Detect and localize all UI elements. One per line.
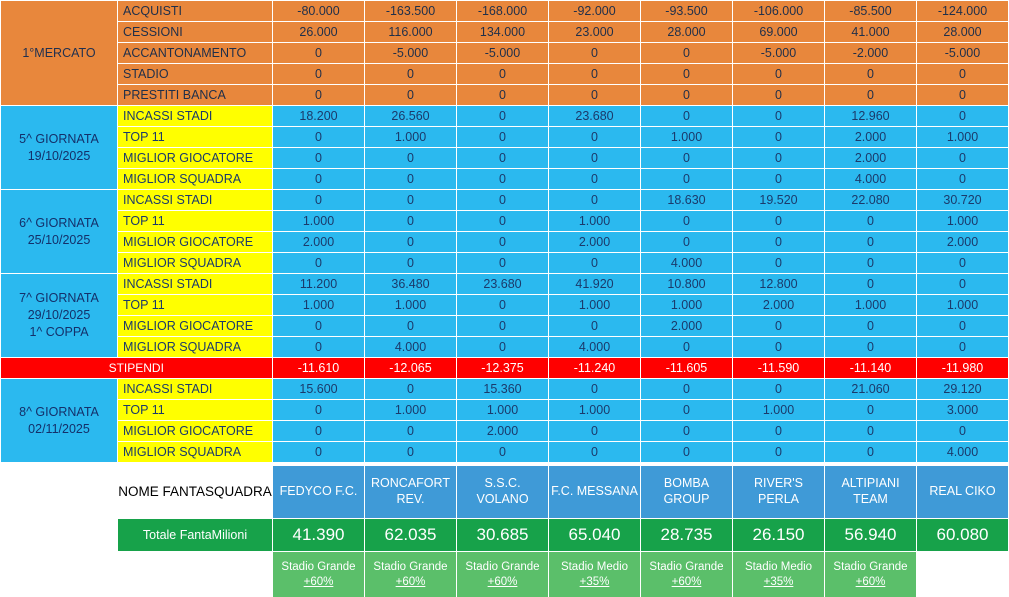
cell-value: 0 bbox=[917, 106, 1009, 127]
cell-value: 26.560 bbox=[365, 106, 457, 127]
table-row bbox=[1, 295, 1009, 316]
row-label-miglior-squadra: MIGLIOR SQUADRA bbox=[118, 337, 273, 358]
cell-value: 0 bbox=[549, 379, 641, 400]
table-row bbox=[1, 379, 1009, 400]
cell-value: 0 bbox=[273, 64, 365, 85]
table-row bbox=[1, 211, 1009, 232]
section-label-mercato: 1°MERCATO bbox=[1, 1, 118, 106]
stadium-name: Stadio Medio bbox=[560, 561, 629, 574]
row-label-prestiti-banca: PRESTITI BANCA bbox=[118, 85, 273, 106]
section-label-giornata-5 bbox=[1, 106, 118, 190]
cell-value: -168.000 bbox=[457, 1, 549, 22]
table-row bbox=[1, 316, 1009, 337]
cell-value: 0 bbox=[457, 442, 549, 463]
stadium-cell bbox=[457, 552, 549, 597]
cell-value: 0 bbox=[549, 316, 641, 337]
cell-value: 0 bbox=[549, 190, 641, 211]
cell-value: 0 bbox=[641, 421, 733, 442]
stadium-cell bbox=[365, 552, 457, 597]
cell-value: 0 bbox=[641, 85, 733, 106]
stadium-bonus: +60% bbox=[303, 576, 334, 588]
row-label-miglior-giocatore: MIGLIOR GIOCATORE bbox=[118, 232, 273, 253]
cell-value: 0 bbox=[365, 190, 457, 211]
cell-value: 0 bbox=[641, 169, 733, 190]
cell-value: 0 bbox=[733, 442, 825, 463]
cell-value: 0 bbox=[641, 400, 733, 421]
cell-value: 4.000 bbox=[917, 442, 1009, 463]
cell-value: 1.000 bbox=[917, 211, 1009, 232]
cell-value: 0 bbox=[641, 106, 733, 127]
cell-value: 0 bbox=[549, 43, 641, 64]
cell-value: -11.610 bbox=[273, 358, 365, 379]
cell-value: 1.000 bbox=[641, 127, 733, 148]
cell-value: 0 bbox=[549, 253, 641, 274]
cell-value: -5.000 bbox=[733, 43, 825, 64]
section-label-line3: 1^ COPPA bbox=[29, 324, 89, 339]
cell-value: 0 bbox=[917, 64, 1009, 85]
cell-value: 0 bbox=[917, 85, 1009, 106]
cell-value: 23.680 bbox=[457, 274, 549, 295]
section-label-line2: 29/10/2025 bbox=[27, 308, 91, 323]
cell-value: 0 bbox=[733, 64, 825, 85]
cell-value: -5.000 bbox=[917, 43, 1009, 64]
cell-value: 0 bbox=[365, 211, 457, 232]
cell-value: 0 bbox=[733, 337, 825, 358]
cell-value: 4.000 bbox=[549, 337, 641, 358]
cell-value: 0 bbox=[825, 400, 917, 421]
cell-value: 1.000 bbox=[365, 127, 457, 148]
summary-header-label bbox=[118, 466, 273, 519]
stadium-name: Stadio Grande bbox=[373, 561, 448, 574]
cell-value: -11.140 bbox=[825, 358, 917, 379]
table-row bbox=[1, 127, 1009, 148]
cell-value: 116.000 bbox=[365, 22, 457, 43]
cell-value: 0 bbox=[641, 148, 733, 169]
cell-value: 0 bbox=[365, 253, 457, 274]
cell-value: 0 bbox=[917, 169, 1009, 190]
cell-value: 0 bbox=[641, 442, 733, 463]
cell-value: 0 bbox=[457, 295, 549, 316]
cell-value: 0 bbox=[733, 211, 825, 232]
cell-value: 2.000 bbox=[273, 232, 365, 253]
summary-total-row bbox=[118, 519, 1009, 552]
cell-value: 0 bbox=[917, 148, 1009, 169]
table-row bbox=[1, 148, 1009, 169]
cell-value: -11.980 bbox=[917, 358, 1009, 379]
cell-value: 1.000 bbox=[917, 127, 1009, 148]
section-label-line2: 19/10/2025 bbox=[27, 148, 91, 163]
cell-value: 0 bbox=[733, 379, 825, 400]
cell-value: 0 bbox=[457, 190, 549, 211]
cell-value: 0 bbox=[273, 169, 365, 190]
cell-value: 0 bbox=[733, 232, 825, 253]
cell-value: 0 bbox=[457, 232, 549, 253]
row-label-miglior-squadra: MIGLIOR SQUADRA bbox=[118, 169, 273, 190]
row-label-cessioni: CESSIONI bbox=[118, 22, 273, 43]
cell-value: 0 bbox=[641, 43, 733, 64]
table-row bbox=[1, 22, 1009, 43]
total-value: 62.035 bbox=[365, 519, 457, 552]
cell-value: 30.720 bbox=[917, 190, 1009, 211]
cell-value: 0 bbox=[549, 421, 641, 442]
cell-value: 0 bbox=[825, 337, 917, 358]
cell-value: 1.000 bbox=[273, 211, 365, 232]
cell-value: 11.200 bbox=[273, 274, 365, 295]
cell-value: 0 bbox=[549, 64, 641, 85]
table-row bbox=[1, 421, 1009, 442]
table-row bbox=[1, 232, 1009, 253]
cell-value: 0 bbox=[917, 253, 1009, 274]
cell-value: 0 bbox=[641, 64, 733, 85]
cell-value: -106.000 bbox=[733, 1, 825, 22]
row-label-top11: TOP 11 bbox=[118, 400, 273, 421]
cell-value: 26.000 bbox=[273, 22, 365, 43]
cell-value: 19.520 bbox=[733, 190, 825, 211]
cell-value: 0 bbox=[825, 274, 917, 295]
cell-value: 4.000 bbox=[825, 169, 917, 190]
cell-value: -12.375 bbox=[457, 358, 549, 379]
cell-value: 12.800 bbox=[733, 274, 825, 295]
row-label-top11: TOP 11 bbox=[118, 211, 273, 232]
table-row bbox=[1, 85, 1009, 106]
table-row bbox=[1, 169, 1009, 190]
cell-value: 0 bbox=[549, 148, 641, 169]
cell-value: 2.000 bbox=[917, 232, 1009, 253]
table-row bbox=[1, 442, 1009, 463]
cell-value: 23.680 bbox=[549, 106, 641, 127]
cell-value: 1.000 bbox=[917, 295, 1009, 316]
team-header: FEDYCO F.C. bbox=[273, 466, 365, 519]
cell-value: 41.000 bbox=[825, 22, 917, 43]
cell-value: 0 bbox=[549, 85, 641, 106]
cell-value: 12.960 bbox=[825, 106, 917, 127]
cell-value: 0 bbox=[549, 442, 641, 463]
cell-value: 10.800 bbox=[641, 274, 733, 295]
table-row bbox=[1, 43, 1009, 64]
stadium-bonus: +35% bbox=[763, 576, 794, 588]
table-row bbox=[1, 1, 1009, 22]
cell-value: 69.000 bbox=[733, 22, 825, 43]
cell-value: 2.000 bbox=[825, 148, 917, 169]
total-value: 26.150 bbox=[733, 519, 825, 552]
cell-value: 15.360 bbox=[457, 379, 549, 400]
cell-value: 2.000 bbox=[549, 232, 641, 253]
cell-value: 0 bbox=[825, 232, 917, 253]
cell-value: 0 bbox=[365, 442, 457, 463]
cell-value: 0 bbox=[273, 127, 365, 148]
cell-value: 1.000 bbox=[549, 295, 641, 316]
cell-value: 41.920 bbox=[549, 274, 641, 295]
cell-value: -163.500 bbox=[365, 1, 457, 22]
row-label-acquisti: ACQUISTI bbox=[118, 1, 273, 22]
cell-value: 0 bbox=[273, 316, 365, 337]
cell-value: 0 bbox=[825, 442, 917, 463]
cell-value: 28.000 bbox=[917, 22, 1009, 43]
summary-table bbox=[117, 465, 1009, 597]
stadium-name: Stadio Grande bbox=[465, 561, 540, 574]
cell-value: 0 bbox=[365, 148, 457, 169]
cell-value: 23.000 bbox=[549, 22, 641, 43]
section-label-line1: 7^ GIORNATA bbox=[19, 291, 99, 306]
row-label-incassi-stadi: INCASSI STADI bbox=[118, 106, 273, 127]
cell-value: 1.000 bbox=[549, 211, 641, 232]
cell-value: 0 bbox=[273, 85, 365, 106]
empty-cell bbox=[118, 552, 273, 597]
stadium-name-wrap bbox=[825, 560, 916, 590]
cell-value: 0 bbox=[273, 442, 365, 463]
cell-value: 0 bbox=[733, 106, 825, 127]
section-label-line1: 8^ GIORNATA bbox=[19, 404, 99, 419]
row-label-miglior-giocatore: MIGLIOR GIOCATORE bbox=[118, 421, 273, 442]
cell-value: 0 bbox=[825, 316, 917, 337]
cell-value: 0 bbox=[733, 253, 825, 274]
cell-value: -93.500 bbox=[641, 1, 733, 22]
cell-value: 0 bbox=[457, 253, 549, 274]
cell-value: 0 bbox=[273, 190, 365, 211]
table-row bbox=[1, 106, 1009, 127]
cell-value: -11.605 bbox=[641, 358, 733, 379]
cell-value: -85.500 bbox=[825, 1, 917, 22]
cell-value: 0 bbox=[365, 169, 457, 190]
cell-value: 0 bbox=[733, 148, 825, 169]
stadium-bonus: +60% bbox=[855, 576, 886, 588]
cell-value: -2.000 bbox=[825, 43, 917, 64]
cell-value: 0 bbox=[457, 106, 549, 127]
cell-value: 4.000 bbox=[365, 337, 457, 358]
team-header: S.S.C. VOLANO bbox=[457, 466, 549, 519]
cell-value: 0 bbox=[825, 85, 917, 106]
row-label-miglior-giocatore: MIGLIOR GIOCATORE bbox=[118, 316, 273, 337]
total-value: 56.940 bbox=[825, 519, 917, 552]
cell-value: 0 bbox=[457, 148, 549, 169]
cell-value: -124.000 bbox=[917, 1, 1009, 22]
stadium-name: Stadio Grande bbox=[833, 561, 908, 574]
total-value: 28.735 bbox=[641, 519, 733, 552]
cell-value: 21.060 bbox=[825, 379, 917, 400]
stadium-bonus: +60% bbox=[487, 576, 518, 588]
cell-value: 0 bbox=[733, 421, 825, 442]
section-label-line2: 02/11/2025 bbox=[28, 421, 90, 436]
cell-value: 4.000 bbox=[641, 253, 733, 274]
cell-value: 0 bbox=[273, 253, 365, 274]
cell-value: 0 bbox=[273, 43, 365, 64]
row-label-miglior-giocatore: MIGLIOR GIOCATORE bbox=[118, 148, 273, 169]
table-row bbox=[1, 358, 1009, 379]
cell-value: 1.000 bbox=[457, 400, 549, 421]
cell-value: 0 bbox=[273, 337, 365, 358]
cell-value: 28.000 bbox=[641, 22, 733, 43]
stadium-name: Stadio Grande bbox=[281, 561, 356, 574]
team-header: ALTIPIANI TEAM bbox=[825, 466, 917, 519]
stadium-cell bbox=[273, 552, 365, 597]
total-value: 41.390 bbox=[273, 519, 365, 552]
section-label-line2: 25/10/2025 bbox=[27, 232, 91, 247]
summary-stadium-row bbox=[118, 552, 1009, 597]
cell-value: 0 bbox=[365, 64, 457, 85]
total-label: Totale FantaMilioni bbox=[118, 519, 273, 552]
team-header: F.C. MESSANA bbox=[549, 466, 641, 519]
total-value: 65.040 bbox=[549, 519, 641, 552]
cell-value: 18.630 bbox=[641, 190, 733, 211]
cell-value: 1.000 bbox=[273, 295, 365, 316]
cell-value: 0 bbox=[733, 316, 825, 337]
row-label-top11: TOP 11 bbox=[118, 295, 273, 316]
summary-header-row bbox=[118, 466, 1009, 519]
table-row bbox=[1, 337, 1009, 358]
table-row bbox=[1, 400, 1009, 421]
stadium-cell bbox=[733, 552, 825, 597]
stadium-bonus: +35% bbox=[579, 576, 610, 588]
cell-value: 0 bbox=[457, 337, 549, 358]
cell-value: 29.120 bbox=[917, 379, 1009, 400]
cell-value: 1.000 bbox=[733, 400, 825, 421]
stadium-cell bbox=[825, 552, 917, 597]
cell-value: -11.590 bbox=[733, 358, 825, 379]
stadium-cell bbox=[549, 552, 641, 597]
row-label-incassi-stadi: INCASSI STADI bbox=[118, 379, 273, 400]
cell-value: -80.000 bbox=[273, 1, 365, 22]
cell-value: 0 bbox=[825, 64, 917, 85]
section-label-line1: 6^ GIORNATA bbox=[19, 215, 99, 230]
row-label-incassi-stadi: INCASSI STADI bbox=[118, 190, 273, 211]
section-label-giornata-6 bbox=[1, 190, 118, 274]
section-label-giornata-7 bbox=[1, 274, 118, 358]
section-label-stipendi: STIPENDI bbox=[1, 358, 273, 379]
cell-value: 0 bbox=[273, 400, 365, 421]
cell-value: -5.000 bbox=[457, 43, 549, 64]
cell-value: 0 bbox=[273, 148, 365, 169]
cell-value: 0 bbox=[917, 274, 1009, 295]
total-value: 30.685 bbox=[457, 519, 549, 552]
cell-value: 0 bbox=[641, 337, 733, 358]
cell-value: 0 bbox=[457, 211, 549, 232]
team-header: RONCAFORT REV. bbox=[365, 466, 457, 519]
cell-value: 0 bbox=[365, 421, 457, 442]
team-header: BOMBA GROUP bbox=[641, 466, 733, 519]
table-row bbox=[1, 64, 1009, 85]
cell-value: 0 bbox=[549, 127, 641, 148]
cell-value: 0 bbox=[365, 232, 457, 253]
table-row bbox=[1, 274, 1009, 295]
cell-value: 0 bbox=[825, 211, 917, 232]
cell-value: 0 bbox=[917, 337, 1009, 358]
cell-value: 0 bbox=[457, 85, 549, 106]
cell-value: 0 bbox=[457, 169, 549, 190]
cell-value: 0 bbox=[641, 211, 733, 232]
table-row bbox=[1, 253, 1009, 274]
cell-value: 0 bbox=[641, 379, 733, 400]
cell-value: 134.000 bbox=[457, 22, 549, 43]
stadium-cell bbox=[641, 552, 733, 597]
cell-value: 0 bbox=[457, 316, 549, 337]
cell-value: 1.000 bbox=[365, 295, 457, 316]
stadium-name: Stadio Grande bbox=[649, 561, 724, 574]
cell-value: 0 bbox=[917, 316, 1009, 337]
row-label-miglior-squadra: MIGLIOR SQUADRA bbox=[118, 442, 273, 463]
stadium-bonus: +60% bbox=[395, 576, 426, 588]
row-label-miglior-squadra: MIGLIOR SQUADRA bbox=[118, 253, 273, 274]
cell-value: -11.240 bbox=[549, 358, 641, 379]
cell-value: 18.200 bbox=[273, 106, 365, 127]
section-label-line1: 5^ GIORNATA bbox=[19, 131, 99, 146]
cell-value: 0 bbox=[733, 85, 825, 106]
cell-value: 0 bbox=[457, 127, 549, 148]
cell-value: 2.000 bbox=[733, 295, 825, 316]
cell-value: 1.000 bbox=[825, 295, 917, 316]
cell-value: 0 bbox=[733, 127, 825, 148]
team-header: RIVER'S PERLA bbox=[733, 466, 825, 519]
section-label-giornata-8 bbox=[1, 379, 118, 463]
stadium-bonus: +60% bbox=[671, 576, 702, 588]
cell-value: 3.000 bbox=[917, 400, 1009, 421]
table-row bbox=[1, 190, 1009, 211]
cell-value: 0 bbox=[549, 169, 641, 190]
cell-value: 0 bbox=[365, 316, 457, 337]
row-label-stadio: STADIO bbox=[118, 64, 273, 85]
cell-value: 2.000 bbox=[457, 421, 549, 442]
row-label-incassi-stadi: INCASSI STADI bbox=[118, 274, 273, 295]
row-label-top11: TOP 11 bbox=[118, 127, 273, 148]
cell-value: 0 bbox=[365, 379, 457, 400]
cell-value: 1.000 bbox=[641, 295, 733, 316]
cell-value: -5.000 bbox=[365, 43, 457, 64]
cell-value: 36.480 bbox=[365, 274, 457, 295]
cell-value: 0 bbox=[917, 421, 1009, 442]
team-header: REAL CIKO bbox=[917, 466, 1009, 519]
cell-value: 0 bbox=[457, 64, 549, 85]
cell-value: 2.000 bbox=[641, 316, 733, 337]
summary-header-label-text: NOME FANTASQUADRA bbox=[118, 483, 272, 499]
row-label-accantonamento: ACCANTONAMENTO bbox=[118, 43, 273, 64]
total-value: 60.080 bbox=[917, 519, 1009, 552]
cell-value: 0 bbox=[733, 169, 825, 190]
stadium-name: Stadio Medio bbox=[744, 561, 813, 574]
cell-value: 0 bbox=[273, 421, 365, 442]
cell-value: 0 bbox=[365, 85, 457, 106]
cell-value: 0 bbox=[641, 232, 733, 253]
cell-value: -12.065 bbox=[365, 358, 457, 379]
cell-value: 22.080 bbox=[825, 190, 917, 211]
cell-value: 0 bbox=[825, 421, 917, 442]
cell-value: 1.000 bbox=[365, 400, 457, 421]
cell-value: 15.600 bbox=[273, 379, 365, 400]
cell-value: 0 bbox=[825, 253, 917, 274]
cell-value: 1.000 bbox=[549, 400, 641, 421]
cell-value: 2.000 bbox=[825, 127, 917, 148]
cell-value: -92.000 bbox=[549, 1, 641, 22]
